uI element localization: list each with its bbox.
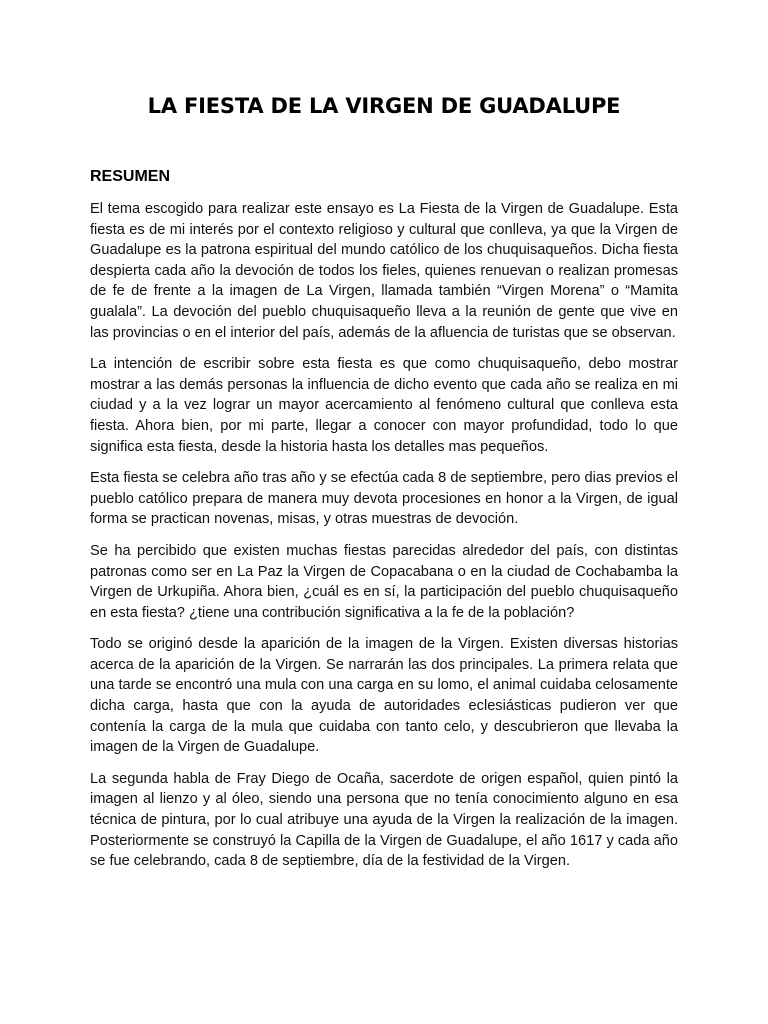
paragraph-1: El tema escogido para realizar este ensayo es La Fiesta de la Virgen de Guadalupe. Esta fiesta es de mi interés por el contexto religioso y cultural que conlleva, ya que la Virgen de Guadalupe es la patrona espiritual del mundo católico de los chuquisaqueños. Dicha fiesta despierta cada año la devoción de todos los fieles, quienes renuevan o realizan promesas de fe de frente a la imagen de La Virgen, llamada también “Virgen Morena” o “Mamita gualala”. La devoción del pueblo chuquisaqueño lleva a la reunión de gente que vive en las provincias o en el interior del país, además de la afluencia de turistas que se observan.	[90, 201, 678, 341]
section-heading: RESUMEN	[90, 168, 171, 185]
paragraph-5: Todo se originó desde la aparición de la imagen de la Virgen. Existen diversas historias acerca de la aparición de la Virgen. Se narrarán las dos principales. La primera relata que una tarde se encontró una mula con una carga en su lomo, el animal cuidaba celosamente dicha carga, hasta que con la ayuda de autoridades eclesiásticas pudieron ver que contenía la carga de la mula que cuidaba con tanto celo, y descubrieron que llevaba la imagen de la Virgen de Guadalupe.	[90, 636, 678, 756]
document-body	[90, 199, 678, 883]
paragraph-6: La segunda habla de Fray Diego de Ocaña, sacerdote de origen español, quien pintó la imagen al lienzo y al óleo, siendo una persona que no tenía conocimiento alguno en esa técnica de pintura, por lo cual atribuye una ayuda de la Virgen la realización de la imagen. Posteriormente se construyó la Capilla de la Virgen de Guadalupe, el año 1617 y cada año se fue celebrando, cada 8 de septiembre, día de la festividad de la Virgen.	[90, 770, 678, 870]
document-title: LA FIESTA DE LA VIRGEN DE GUADALUPE	[147, 94, 621, 118]
paragraph-3: Esta fiesta se celebra año tras año y se efectúa cada 8 de septiembre, pero dias previos el pueblo católico prepara de manera muy devota procesiones en honor a la Virgen, de igual forma se practican novenas, misas, y otras muestras de devoción.	[90, 470, 678, 528]
paragraph-2: La intención de escribir sobre esta fiesta es que como chuquisaqueño, debo mostrar mostrar a las demás personas la influencia de dicho evento que cada año se realiza en mi ciudad y a la vez lograr un mayor acercamiento al fenómeno cultural que conlleva esta fiesta. Ahora bien, por mi parte, llegar a conocer con mayor profundidad, todo lo que significa esta fiesta, desde la historia hasta los detalles mas pequeños.	[90, 356, 678, 455]
paragraph-4: Se ha percibido que existen muchas fiestas parecidas alrededor del país, con distintas patronas como ser en La Paz la Virgen de Copacabana o en la ciudad de Cochabamba la Virgen de Urkupiña. Ahora bien, ¿cuál es en sí, la participación del pueblo chuquisaqueño en esta fiesta? ¿tiene una contribución significativa a la fe de la población?	[90, 542, 678, 621]
